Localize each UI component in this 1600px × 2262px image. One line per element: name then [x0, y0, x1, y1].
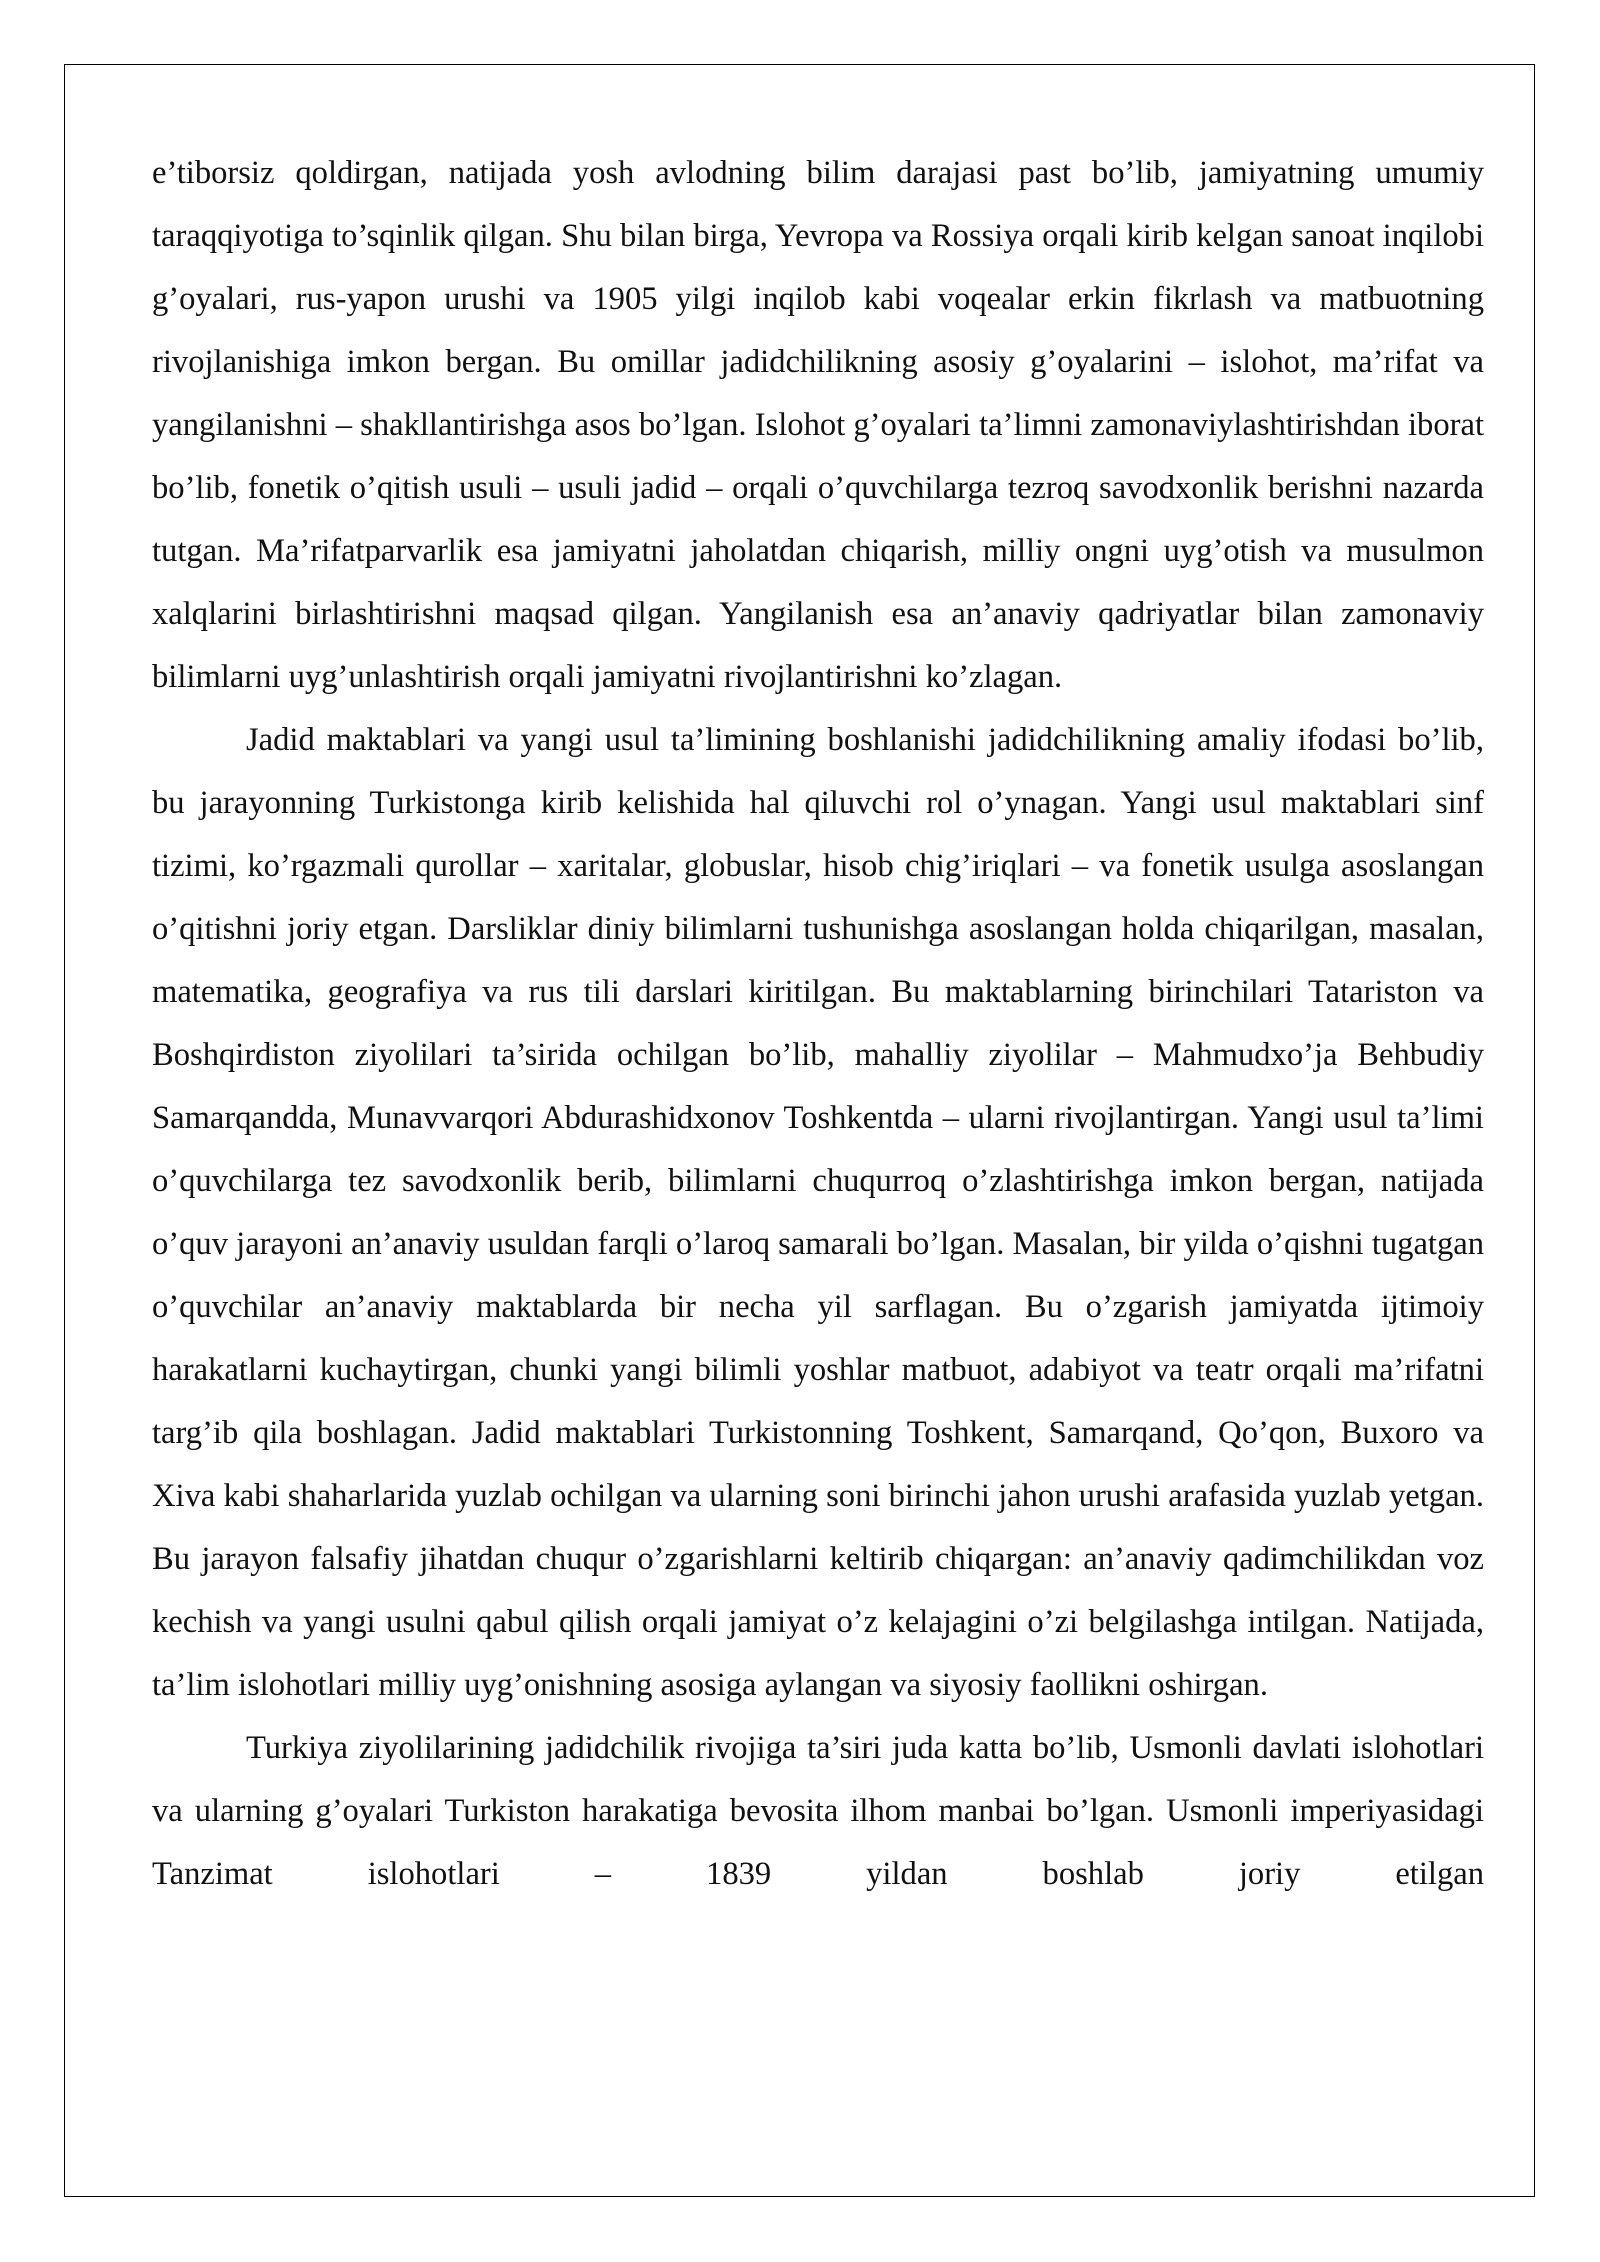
paragraph-1: e’tiborsiz qoldirgan, natijada yosh avlodning bilim darajasi past bo’lib, jamiyatning umumiy taraqqiyotiga to’sqinlik qilgan. Shu bilan birga, Yevropa va Rossiya orqali kirib kelgan sanoat inqilobi g’oyalari, rus-yapon urushi va 1905 yilgi inqilob kabi voqealar erkin fikrlash va matbuotning rivojlanishiga imkon bergan. Bu omillar jadidchilikning asosiy g’oyalarini – islohot, ma’rifat va yangilanishni – shakllantirishga asos bo’lgan. Islohot g’oyalari ta’limni zamonaviylashtirishdan iborat bo’lib, fonetik o’qitish usuli – usuli jadid – orqali o’quvchilarga tezroq savodxonlik berishni nazarda tutgan. Ma’rifatparvarlik esa jamiyatni jaholatdan chiqarish, milliy ongni uyg’otish va musulmon xalqlarini birlashtirishni maqsad qilgan. Yangilanish esa an’anaviy qadriyatlar bilan zamonaviy bilimlarni uyg’unlashtirish orqali jamiyatni rivojlantirishni ko’zlagan. [152, 155, 1484, 695]
paragraph-3: Turkiya ziyolilarining jadidchilik rivojiga ta’siri juda katta bo’lib, Usmonli davlati islohotlari va ularning g’oyalari Turkiston harakatiga bevosita ilhom manbai bo’lgan. Usmonli imperiyasidagi Tanzimat islohotlari – 1839 yildan boshlab joriy etilgan [152, 1730, 1484, 1892]
document-body [152, 142, 1484, 1906]
paragraph-2: Jadid maktablari va yangi usul ta’limining boshlanishi jadidchilikning amaliy ifodasi bo’lib, bu jarayonning Turkistonga kirib kelishida hal qiluvchi rol o’ynagan. Yangi usul maktablari sinf tizimi, ko’rgazmali qurollar – xaritalar, globuslar, hisob chig’iriqlari – va fonetik usulga asoslangan o’qitishni joriy etgan. Darsliklar diniy bilimlarni tushunishga asoslangan holda chiqarilgan, masalan, matematika, geografiya va rus tili darslari kiritilgan. Bu maktablarning birinchilari Tatariston va Boshqirdiston ziyolilari ta’sirida ochilgan bo’lib, mahalliy ziyolilar – Mahmudxo’ja Behbudiy Samarqandda, Munavvarqori Abdurashidxonov Toshkentda – ularni rivojlantirgan. Yangi usul ta’limi o’quvchilarga tez savodxonlik berib, bilimlarni chuqurroq o’zlashtirishga imkon bergan, natijada o’quv jarayoni an’anaviy usuldan farqli o’laroq samarali bo’lgan. Masalan, bir yilda o’qishni tugatgan o’quvchilar an’anaviy maktablarda bir necha yil sarflagan. Bu o’zgarish jamiyatda ijtimoiy harakatlarni kuchaytirgan, chunki yangi bilimli yoshlar matbuot, adabiyot va teatr orqali ma’rifatni targ’ib qila boshlagan. Jadid maktablari Turkistonning Toshkent, Samarqand, Qo’qon, Buxoro va Xiva kabi shaharlarida yuzlab ochilgan va ularning soni birinchi jahon urushi arafasida yuzlab yetgan. Bu jarayon falsafiy jihatdan chuqur o’zgarishlarni keltirib chiqargan: an’anaviy qadimchilikdan voz kechish va yangi usulni qabul qilish orqali jamiyat o’z kelajagini o’zi belgilashga intilgan. Natijada, ta’lim islohotlari milliy uyg’onishning asosiga aylangan va siyosiy faollikni oshirgan. [152, 722, 1484, 1703]
